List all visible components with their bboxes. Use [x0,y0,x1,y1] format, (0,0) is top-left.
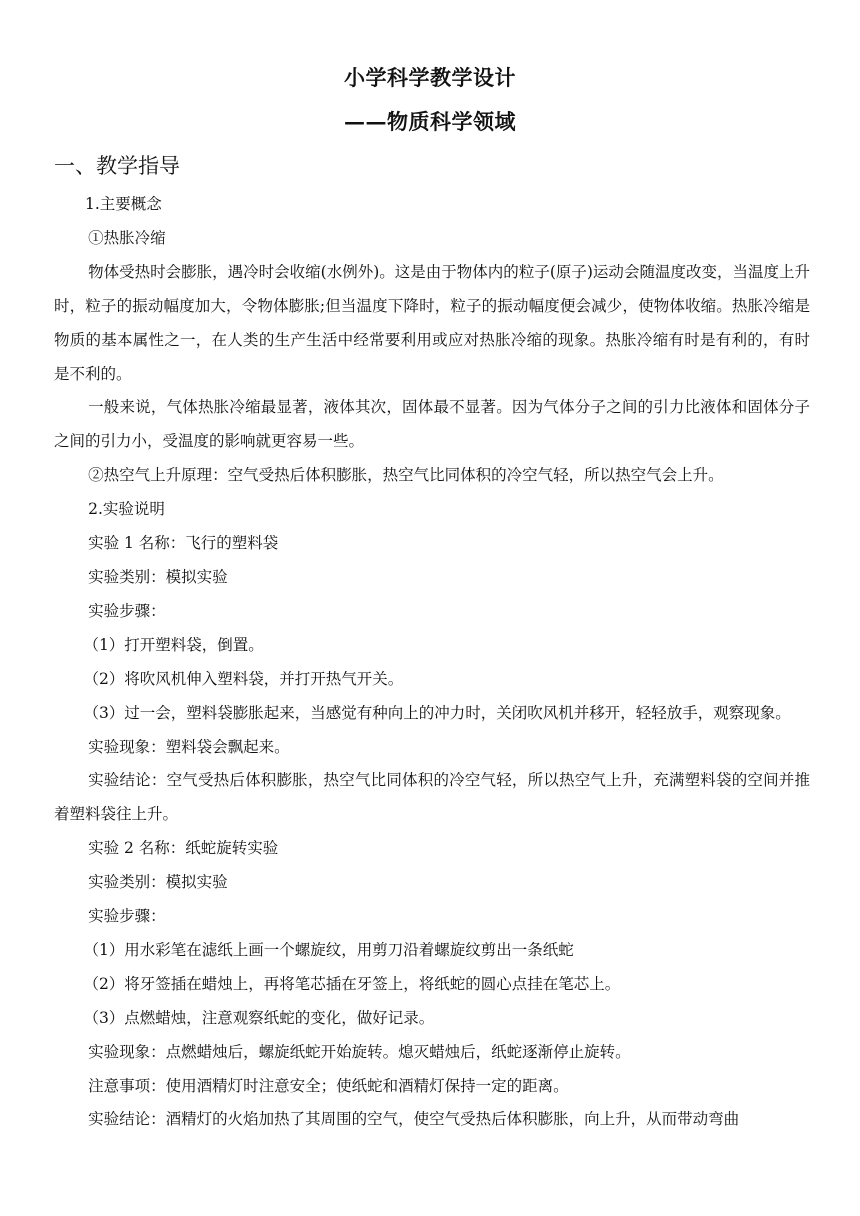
exp1-step-3: （3）过一会，塑料袋膨胀起来，当感觉有种向上的冲力时，关闭吹风机并移开，轻轻放手，观察现象。 [83,703,791,722]
concepts-heading: 1.主要概念 [85,195,162,213]
exp2-type: 实验类别：模拟实验 [88,873,228,892]
exp1-type: 实验类别：模拟实验 [88,567,228,586]
exp2-step-3: （3）点燃蜡烛，注意观察纸蛇的变化，做好记录。 [83,1008,435,1027]
exp1-step-1: （1）打开塑料袋，倒置。 [83,635,264,654]
document-subtitle: ——物质科学领域 [344,109,516,134]
exp1-step-2: （2）将吹风机伸入塑料袋，并打开热气开关。 [83,669,404,688]
exp1-phenomenon: 实验现象：塑料袋会飘起来。 [88,737,290,756]
concept1-paragraph-1: 物体受热时会膨胀，遇冷时会收缩(水例外)。这是由于物体内的粒子(原子)运动会随温度改变，当温度上升时，粒子的振动幅度加大，令物体膨胀;但当温度下降时，粒子的振动幅度便会减少，使物体收缩。热胀冷缩是物质的基本属性之一，在人类的生产生活中经常要利用或应对热胀冷缩的现象。热胀冷缩有时是有利的，有时是不利的。 [54,262,810,383]
concept2-paragraph: ②热空气上升原理：空气受热后体积膨胀，热空气比同体积的冷空气轻，所以热空气会上升。 [88,466,724,485]
exp2-conclusion: 实验结论：酒精灯的火焰加热了其周围的空气，使空气受热后体积膨胀，向上升，从而带动弯曲 [88,1110,740,1129]
exp2-step-2: （2）将牙签插在蜡烛上，再将笔芯插在牙签上，将纸蛇的圆心点挂在笔芯上。 [83,974,621,993]
exp1-conclusion: 实验结论：空气受热后体积膨胀，热空气比同体积的冷空气轻，所以热空气上升，充满塑料袋的空间并推着塑料袋往上升。 [54,771,810,824]
exp2-steps-label: 实验步骤： [88,907,166,926]
exp2-phenomenon: 实验现象：点燃蜡烛后，螺旋纸蛇开始旋转。熄灭蜡烛后，纸蛇逐渐停止旋转。 [88,1042,631,1061]
exp2-name: 实验 2 名称：纸蛇旋转实验 [88,839,279,858]
concept1-paragraph-2: 一般来说，气体热胀冷缩最显著，液体其次，固体最不显著。因为气体分子之间的引力比液体和固体分子之间的引力小，受温度的影响就更容易一些。 [54,398,810,451]
document-body [54,188,810,1137]
exp2-notes: 注意事项：使用酒精灯时注意安全；使纸蛇和酒精灯保持一定的距离。 [88,1076,569,1095]
exp1-steps-label: 实验步骤： [88,601,166,620]
section-heading: 一、教学指导 [54,154,180,178]
concept1-heading: ①热胀冷缩 [88,228,166,247]
experiments-heading: 2.实验说明 [88,500,165,519]
document-title: 小学科学教学设计 [344,65,516,90]
exp2-step-1: （1）用水彩笔在滤纸上画一个螺旋纹，用剪刀沿着螺旋纹剪出一条纸蛇 [83,940,574,959]
exp1-name: 实验 1 名称：飞行的塑料袋 [88,534,279,553]
